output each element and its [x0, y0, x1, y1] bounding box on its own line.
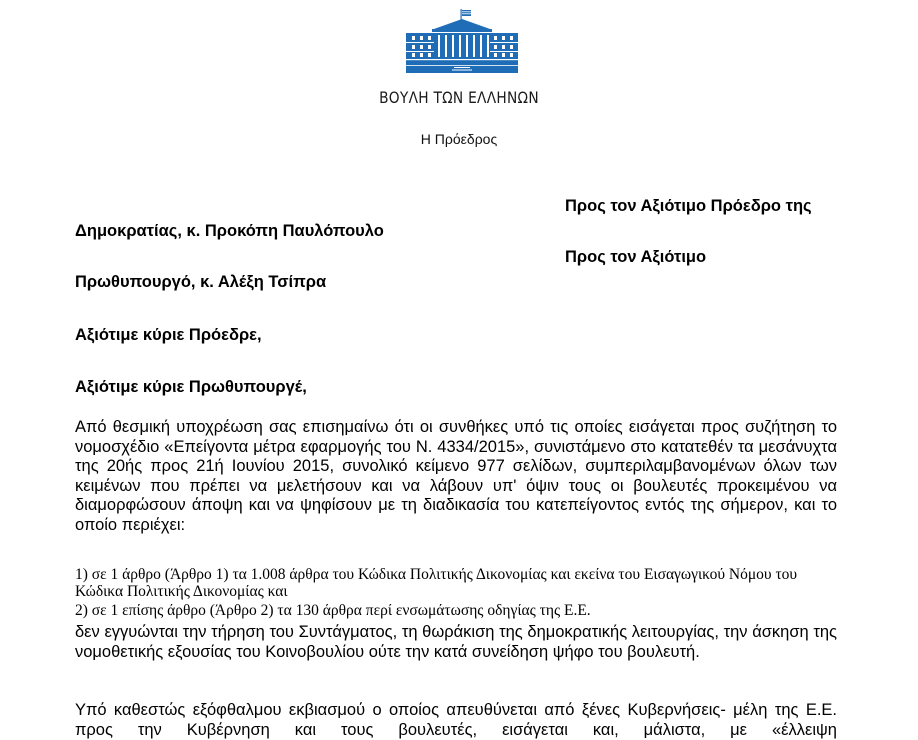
list-item-1: 1) σε 1 άρθρο (Άρθρο 1) τα 1.008 άρθρα του Κώδικα Πολιτικής Δικονομίας και εκείνα του Εισαγωγικού Νόμου του Κώδικα Πολιτικής Δικονομίας και — [75, 566, 798, 600]
parliament-logo-icon — [400, 7, 524, 83]
body-paragraph-1: Από θεσμική υποχρέωση σας επισημαίνω ότι οι συνθήκες υπό τις οποίες εισάγεται προς συζήτηση το νομοσχέδιο «Επείγοντα μέτρα εφαρμογής του Ν. 4334/2015», συνιστάμενο στο κατατεθέν τα μεσάνυχτα της 20ής προς 21ή Ιουνίου 2015, συνολικό κείμενο 977 σελίδων, συμπεριλαμβανομένων όλων των κειμένων που πρέπει να μελετήσουν και να λάβουν υπ' όψιν τους οι βουλευτές προκειμένου να διαμορφώσουν άποψη και να ψηφίσουν με τη διαδικασία του κατεπείγοντος εντός της σήμερον, και το οποίο περιέχει: — [75, 418, 837, 534]
salutation-president: Αξιότιμε κύριε Πρόεδρε, — [75, 326, 262, 344]
recipient-1-line-b: Δημοκρατίας, κ. Προκόπη Παυλόπουλο — [75, 222, 384, 240]
list-item-2: 2) σε 1 επίσης άρθρο (Άρθρο 2) τα 130 άρθρα περί ενσωμάτωσης οδηγίας της Ε.Ε. — [75, 602, 591, 619]
recipient-2-line-a: Προς τον Αξιότιμο — [565, 248, 707, 266]
recipient-2-line-b: Πρωθυπουργό, κ. Αλέξη Τσίπρα — [75, 273, 327, 291]
recipient-1-line-a: Προς τον Αξιότιμο Πρόεδρο της — [565, 197, 812, 215]
salutation-prime-minister: Αξιότιμε κύριε Πρωθυπουργέ, — [75, 378, 307, 396]
institution-name: ΒΟΥΛΗ ΤΩΝ ΕΛΛΗΝΩΝ — [379, 88, 539, 107]
body-paragraph-3: Υπό καθεστώς εξόφθαλμου εκβιασμού ο οποίος απευθύνεται από ξένες Κυβερνήσεις- μέλη της Ε.Ε. προς την Κυβέρνηση και τους βουλευτές, εισάγεται και, μάλιστα, με «έλλειψη — [75, 701, 837, 739]
body-paragraph-2: δεν εγγυώνται την τήρηση του Συντάγματος, τη θωράκιση της δημοκρατικής λειτουργίας, την άσκηση της νομοθετικής εξουσίας του Κοινοβουλίου ούτε την κατά συνείδηση ψήφο του βουλευτή. — [75, 623, 837, 661]
sender-role: Η Πρόεδρος — [420, 131, 498, 147]
